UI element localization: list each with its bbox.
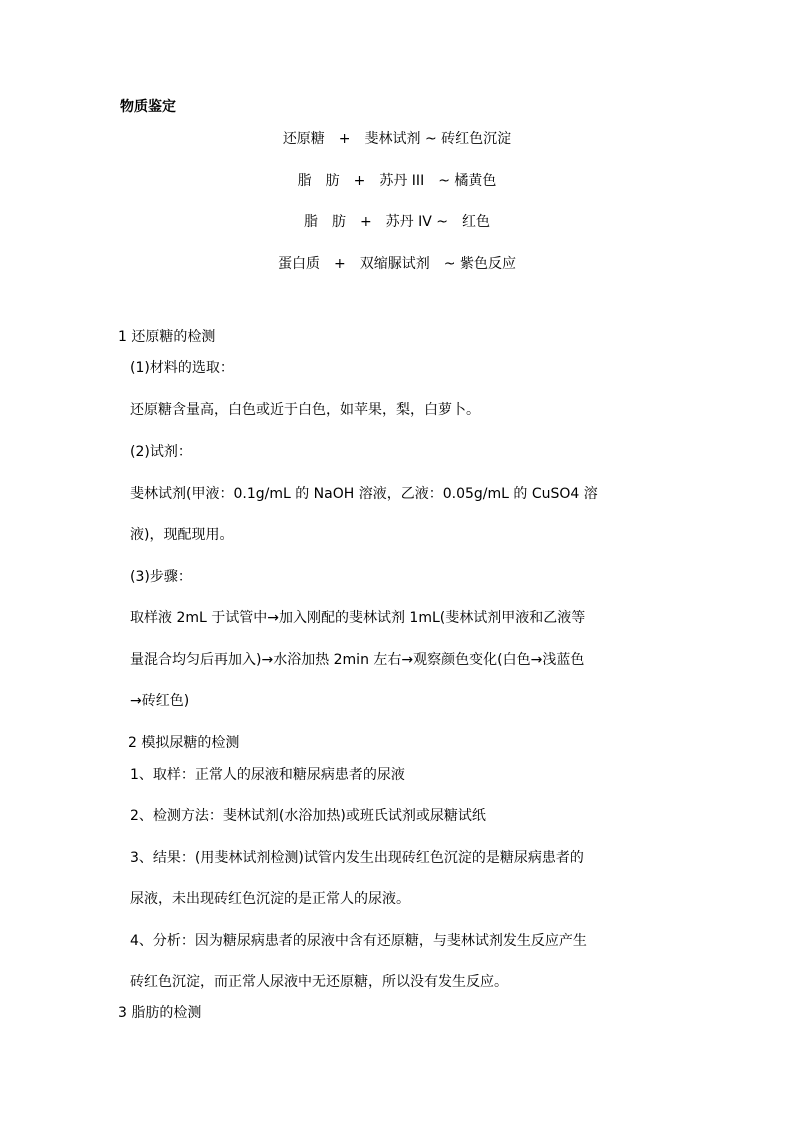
steps-text-line1: 取样液 2mL 于试管中→加入刚配的斐林试剂 1mL(斐林试剂甲液和乙液等 xyxy=(130,610,586,626)
urine-point-4-line2: 砖红色沉淀，而正常人尿液中无还原糖，所以没有发生反应。 xyxy=(130,974,508,990)
urine-point-3-line2: 尿液，未出现砖红色沉淀的是正常人的尿液。 xyxy=(130,891,410,907)
section-heading-reducing-sugar: 1 还原糖的检测 xyxy=(118,329,216,345)
urine-point-1: 1、取样：正常人的尿液和糖尿病患者的尿液 xyxy=(130,767,405,783)
steps-text-line3: →砖红色) xyxy=(130,693,190,709)
urine-point-4-line1: 4、分析：因为糖尿病患者的尿液中含有还原糖，与斐林试剂发生反应产生 xyxy=(130,933,587,949)
reaction-protein-biuret: 蛋白质 + 双缩脲试剂 ~ 紫色反应 xyxy=(278,256,516,272)
urine-point-2: 2、检测方法：斐林试剂(水浴加热)或班氏试剂或尿糖试纸 xyxy=(130,808,486,824)
reaction-fat-sudan-iii: 脂 肪 + 苏丹 III ~ 橘黄色 xyxy=(297,173,497,189)
reagent-text-line2: 液)，现配现用。 xyxy=(130,527,234,543)
section-heading-urine-sugar: 2 模拟尿糖的检测 xyxy=(128,735,240,751)
material-text: 还原糖含量高，白色或近于白色，如苹果，梨，白萝卜。 xyxy=(130,402,480,418)
section-heading-fat: 3 脂肪的检测 xyxy=(118,1005,202,1021)
reaction-fat-sudan-iv: 脂 肪 + 苏丹 IV ~ 红色 xyxy=(303,214,491,230)
document-title: 物质鉴定 xyxy=(120,99,176,115)
steps-text-line2: 量混合均匀后再加入)→水浴加热 2min 左右→观察颜色变化(白色→浅蓝色 xyxy=(130,652,585,668)
urine-point-3-line1: 3、结果：(用斐林试剂检测)试管内发生出现砖红色沉淀的是糖尿病患者的 xyxy=(130,850,584,866)
reagent-text-line1: 斐林试剂(甲液：0.1g/mL 的 NaOH 溶液，乙液：0.05g/mL 的 CuSO4 溶 xyxy=(130,486,598,502)
reaction-reducing-sugar: 还原糖 + 斐林试剂 ~ 砖红色沉淀 xyxy=(282,131,512,147)
reagent-label: (2)试剂： xyxy=(130,444,192,460)
material-label: (1)材料的选取： xyxy=(130,360,234,376)
steps-label: (3)步骤： xyxy=(130,569,192,585)
